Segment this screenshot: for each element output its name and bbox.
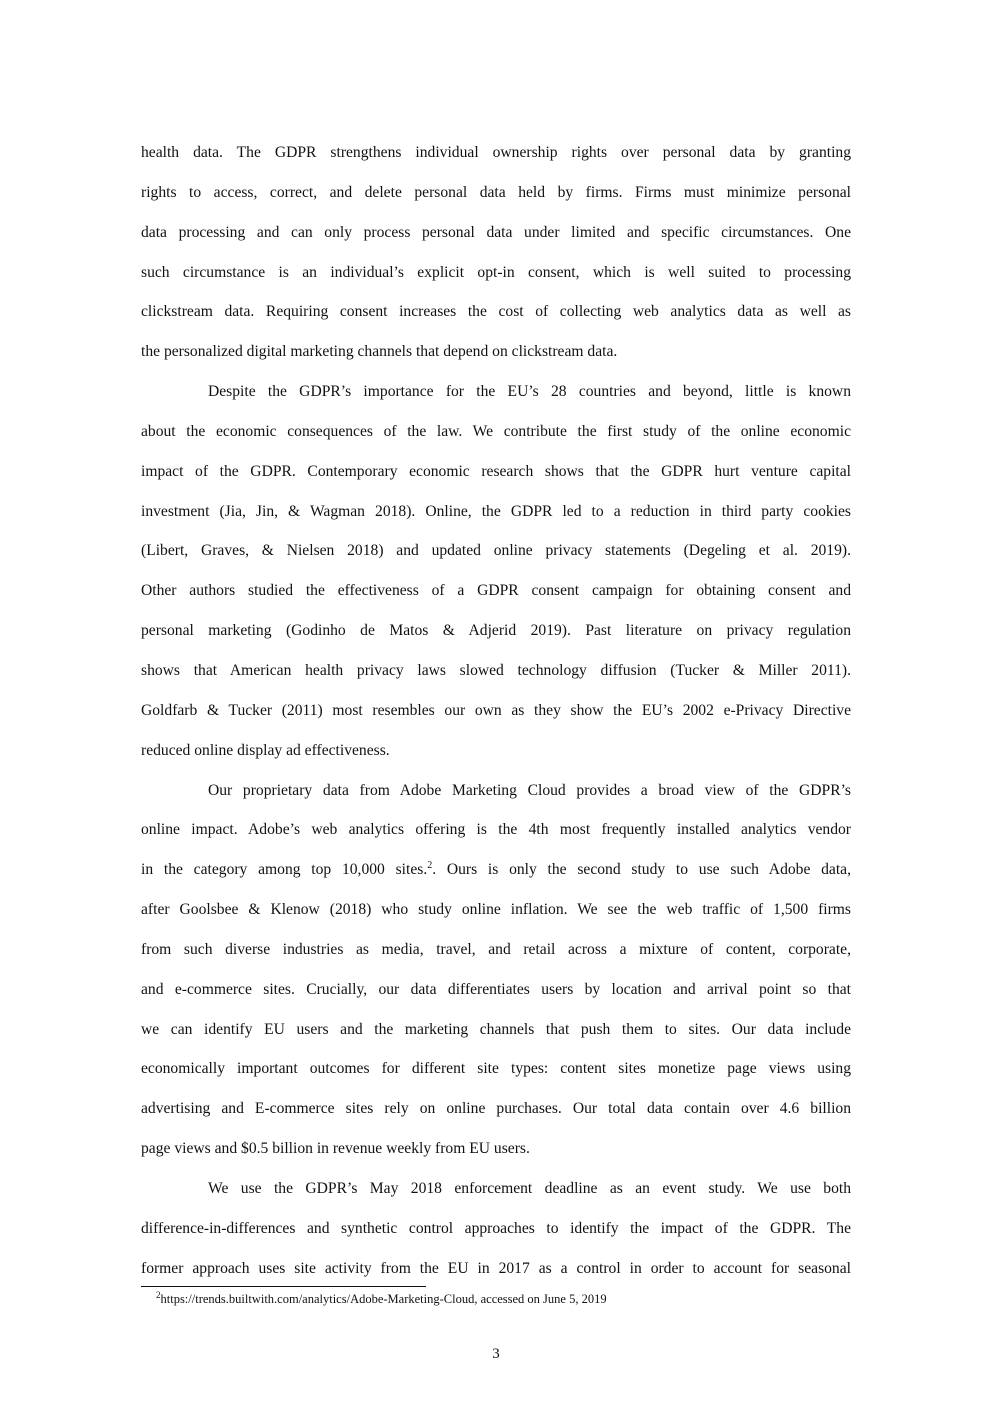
text-line	[141, 381, 851, 421]
page-number: 3	[492, 1346, 500, 1362]
text-line	[141, 262, 851, 302]
line-text: page views and $0.5 billion in revenue weekly from EU users.	[141, 1140, 530, 1158]
text-line	[141, 620, 851, 660]
line-text: clickstream data. Requiring consent increases the cost of collecting web analytics data as well as	[141, 303, 851, 321]
line-text: Despite the GDPR’s importance for the EU’s 28 countries and beyond, little is known	[208, 383, 851, 401]
text-line	[141, 740, 851, 780]
line-text: online impact. Adobe’s web analytics offering is the 4th most frequently installed analytics vendor	[141, 821, 851, 839]
text-line	[141, 142, 851, 182]
text-line	[141, 939, 851, 979]
paragraph	[141, 1178, 851, 1298]
line-text: difference-in-differences and synthetic control approaches to identify the impact of the GDPR. The	[141, 1219, 851, 1237]
footnote-text: https://trends.builtwith.com/analytics/Adobe-Marketing-Cloud, accessed on June 5, 2019	[160, 1292, 607, 1306]
text-line	[141, 899, 851, 939]
text-line	[141, 780, 851, 820]
text-line	[141, 1218, 851, 1258]
line-text: health data. The GDPR strengthens individual ownership rights over personal data by granting	[141, 144, 851, 161]
line-text: reduced online display ad effectiveness.	[141, 741, 390, 759]
line-text: such circumstance is an individual’s explicit opt-in consent, which is well suited to processing	[141, 263, 851, 281]
paragraph	[141, 142, 851, 381]
body-text	[141, 142, 851, 1297]
line-text: Goldfarb & Tucker (2011) most resembles our own as they show the EU’s 2002 e-Privacy Directive	[141, 701, 851, 719]
text-line	[141, 819, 851, 859]
line-text: shows that American health privacy laws slowed technology diffusion (Tucker & Miller 2011).	[141, 661, 851, 679]
line-text: we can identify EU users and the marketing channels that push them to sites. Our data include	[141, 1020, 851, 1038]
text-line	[141, 182, 851, 222]
text-line	[141, 660, 851, 700]
text-line	[141, 341, 851, 381]
line-text: from such diverse industries as media, travel, and retail across a mixture of content, corporate,	[141, 940, 851, 958]
text-line	[141, 301, 851, 341]
line-text: rights to access, correct, and delete personal data held by firms. Firms must minimize personal	[141, 183, 851, 201]
text-line	[141, 421, 851, 461]
text-line	[141, 979, 851, 1019]
text-line	[141, 222, 851, 262]
footnote	[156, 1289, 607, 1307]
text-line	[141, 859, 851, 899]
footnote-mark: 2	[156, 1289, 161, 1300]
text-line	[141, 1019, 851, 1059]
text-line	[141, 540, 851, 580]
paragraph	[141, 381, 851, 779]
footnote-rule	[141, 1286, 426, 1287]
text-line	[141, 1138, 851, 1178]
paragraph	[141, 780, 851, 1178]
line-text: (Libert, Graves, & Nielsen 2018) and updated online privacy statements (Degeling et al. 2019).	[141, 542, 851, 560]
line-text: about the economic consequences of the law. We contribute the first study of the online economic	[141, 422, 851, 440]
line-text: advertising and E-commerce sites rely on online purchases. Our total data contain over 4.6 billion	[141, 1100, 851, 1118]
line-text: economically important outcomes for different site types: content sites monetize page views using	[141, 1060, 851, 1078]
line-text: We use the GDPR’s May 2018 enforcement deadline as an event study. We use both	[208, 1179, 851, 1197]
footnote-reference[interactable]: 2	[427, 860, 433, 871]
text-line	[141, 1178, 851, 1218]
text-line	[141, 580, 851, 620]
text-line	[141, 1058, 851, 1098]
line-text: former approach uses site activity from the EU in 2017 as a control in order to account for seasonal	[141, 1259, 851, 1277]
line-text: data processing and can only process personal data under limited and specific circumstances. One	[141, 223, 851, 241]
line-text: impact of the GDPR. Contemporary economic research shows that the GDPR hurt venture capital	[141, 462, 851, 480]
line-text: after Goolsbee & Klenow (2018) who study online inflation. We see the web traffic of 1,500 firms	[141, 901, 851, 919]
line-text: Other authors studied the effectiveness of a GDPR consent campaign for obtaining consent and	[141, 582, 851, 600]
text-line	[141, 501, 851, 541]
line-text: investment (Jia, Jin, & Wagman 2018). Online, the GDPR led to a reduction in third party cookies	[141, 502, 851, 520]
line-text: personal marketing (Godinho de Matos & Adjerid 2019). Past literature on privacy regulation	[141, 622, 851, 640]
line-text: in the category among top 10,000 sites.	[141, 861, 428, 879]
text-line	[141, 461, 851, 501]
line-text: the personalized digital marketing channels that depend on clickstream data.	[141, 343, 618, 361]
text-line	[141, 1098, 851, 1138]
line-text: and e-commerce sites. Crucially, our data differentiates users by location and arrival point so that	[141, 980, 851, 998]
line-text: . Ours is only the second study to use such Adobe data,	[432, 861, 852, 879]
text-line	[141, 700, 851, 740]
line-text: Our proprietary data from Adobe Marketing Cloud provides a broad view of the GDPR’s	[208, 781, 851, 799]
